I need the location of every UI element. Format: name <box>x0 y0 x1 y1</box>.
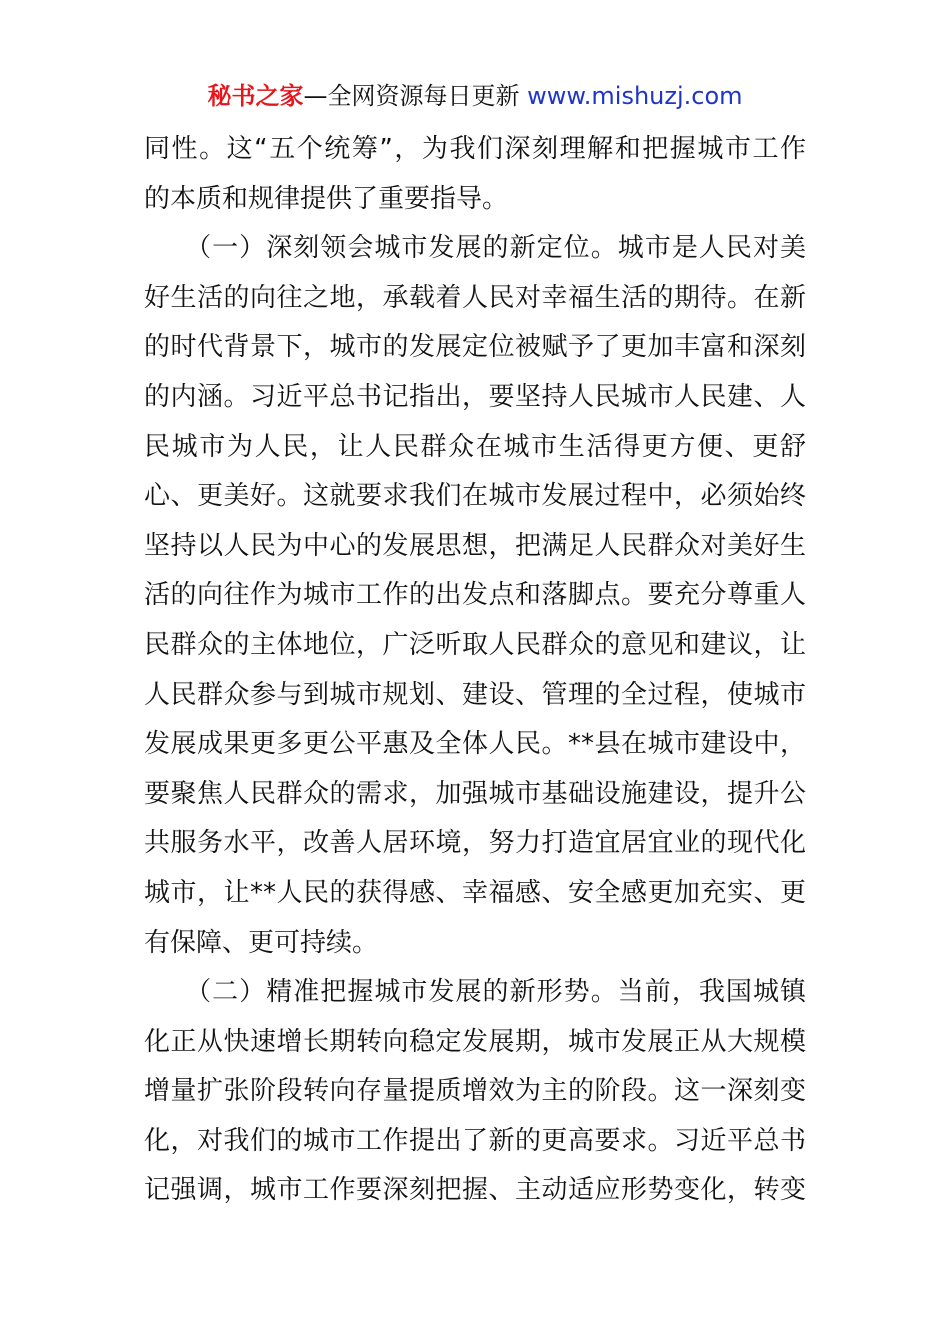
text-line: 心、更美好。这就要求我们在城市发展过程中，必须始终 <box>144 481 806 512</box>
text-line: 同性。这“五个统筹”，为我们深刻理解和把握城市工作 <box>144 134 806 164</box>
text-line: 民群众的主体地位，广泛听取人民群众的意见和建议，让 <box>144 629 806 660</box>
text-line: （一）深刻领会城市发展的新定位。城市是人民对美 <box>144 233 806 264</box>
text-line: 人民群众参与到城市规划、建设、管理的全过程，使城市 <box>144 679 806 710</box>
site-tagline: —全网资源每日更新 <box>303 82 520 110</box>
text-line: 城市，让**人民的获得感、幸福感、安全感更加充实、更 <box>144 877 806 908</box>
text-line: 发展成果更多更公平惠及全体人民。**县在城市建设中， <box>144 729 806 760</box>
text-line: 共服务水平，改善人居环境，努力打造宜居宜业的现代化 <box>144 828 806 859</box>
text-line: 好生活的向往之地，承载着人民对幸福生活的期待。在新 <box>144 282 806 313</box>
text-line: 记强调，城市工作要深刻把握、主动适应形势变化，转变 <box>144 1175 806 1206</box>
text-line: （二）精准把握城市发展的新形势。当前，我国城镇 <box>144 977 806 1008</box>
text-line: 的本质和规律提供了重要指导。 <box>144 183 509 214</box>
text-line: 活的向往作为城市工作的出发点和落脚点。要充分尊重人 <box>144 580 806 611</box>
page-header <box>0 80 950 112</box>
text-line: 有保障、更可持续。 <box>144 927 379 958</box>
text-line: 化正从快速增长期转向稳定发展期，城市发展正从大规模 <box>144 1026 806 1057</box>
site-brand-name: 秘书之家 <box>207 82 304 110</box>
text-line: 民城市为人民，让人民群众在城市生活得更方便、更舒 <box>144 431 806 462</box>
text-line: 要聚焦人民群众的需求，加强城市基础设施建设，提升公 <box>144 778 806 809</box>
text-line: 的内涵。习近平总书记指出，要坚持人民城市人民建、人 <box>144 381 806 412</box>
text-line: 的时代背景下，城市的发展定位被赋予了更加丰富和深刻 <box>144 332 806 363</box>
text-line: 增量扩张阶段转向存量提质增效为主的阶段。这一深刻变 <box>144 1076 806 1107</box>
text-line: 坚持以人民为中心的发展思想，把满足人民群众对美好生 <box>144 530 806 561</box>
text-line: 化，对我们的城市工作提出了新的更高要求。习近平总书 <box>144 1125 806 1156</box>
document-body <box>144 125 806 1216</box>
site-url-link[interactable]: www.mishuzj.com <box>527 82 743 110</box>
